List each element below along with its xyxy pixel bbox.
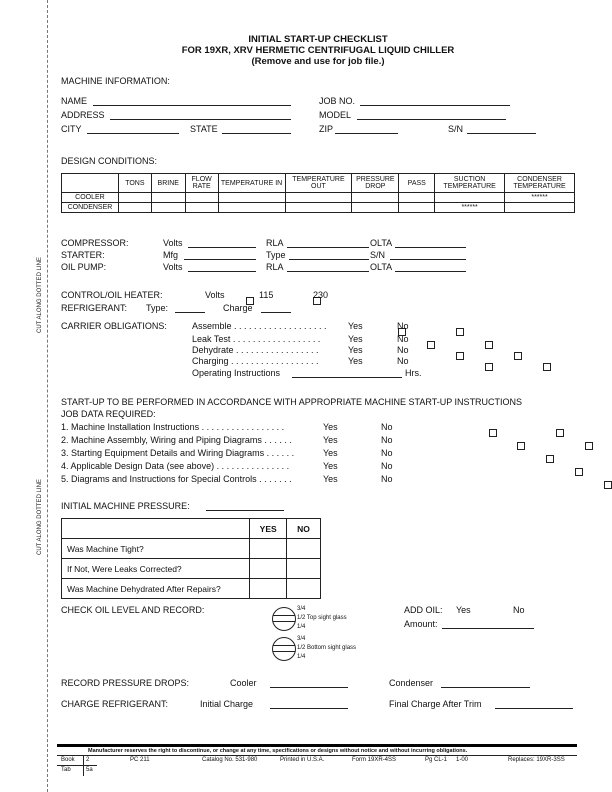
carrier-yes-label: Yes [348,356,363,366]
oil-pump-label: OIL PUMP: [61,262,107,272]
machine-info-heading: MACHINE INFORMATION: [61,76,170,86]
oil-pump-rla-field[interactable] [287,271,369,272]
compressor-rla-field[interactable] [287,247,369,248]
table-cell-masked: ****** [505,193,575,203]
catalog-number: Catalog No. 531-980 [202,757,258,763]
table-cell[interactable] [352,193,399,203]
table-cell[interactable] [185,203,218,213]
col-header: FLOW RATE [185,174,218,193]
table-cell-masked: ****** [435,203,505,213]
heater-volts-label: Volts [205,290,225,300]
answer-no-cell[interactable] [287,539,321,559]
carrier-item: Dehydrate . . . . . . . . . . . . . . . . . [192,345,319,355]
table-cell[interactable] [118,203,151,213]
starter-mfg-label: Mfg [163,250,179,260]
starter-type-label: Type [266,250,286,260]
table-cell[interactable] [185,193,218,203]
starter-label: STARTER: [61,250,105,260]
answer-no-cell[interactable] [287,559,321,579]
add-oil-label: ADD OIL: [404,605,443,615]
printed-in: Printed in U.S.A. [280,757,325,763]
state-field[interactable] [222,133,291,134]
form-number: Form 19XR-4SS [352,757,397,763]
carrier-item: Assemble . . . . . . . . . . . . . . . . . . . [192,321,327,331]
startup-yes-checkbox[interactable] [489,429,497,437]
tab-label: Tab [61,767,71,773]
table-cell[interactable] [352,203,399,213]
top-glass-14: 1/4 [297,624,306,630]
hrs-label: Hrs. [405,368,422,378]
city-field[interactable] [87,133,179,134]
no-column-header: NO [287,519,321,539]
startup-yes-checkbox[interactable] [575,468,583,476]
name-label: NAME [61,96,88,106]
carrier-no-label: No [397,334,409,344]
starter-sn-label: S/N [370,250,386,260]
refrigerant-charge-field[interactable] [261,312,291,313]
top-sight-glass-icon [272,607,296,631]
startup-no-checkbox[interactable] [585,442,593,450]
sn-field[interactable] [467,133,536,134]
answer-yes-cell[interactable] [250,559,287,579]
compressor-olta-label: OLTA [370,238,393,248]
address-label: ADDRESS [61,110,105,120]
col-header: CONDENSER TEMPERATURE [505,174,575,193]
startup-yes-checkbox[interactable] [604,481,612,489]
carrier-yes-checkbox[interactable] [485,363,493,371]
startup-yes-label: Yes [323,448,338,458]
footer-book-tab-divider [57,765,97,766]
initial-pressure-field[interactable] [206,510,284,511]
carrier-no-checkbox[interactable] [485,341,493,349]
carrier-item: Charging . . . . . . . . . . . . . . . . . . [192,356,319,366]
startup-yes-checkbox[interactable] [517,442,525,450]
city-label: CITY [61,124,82,134]
charge-refrigerant-label: CHARGE REFRIGERANT: [61,699,169,709]
footer-divider [57,755,577,756]
carrier-yes-label: Yes [348,321,363,331]
startup-yes-checkbox[interactable] [546,455,554,463]
carrier-no-checkbox[interactable] [456,328,464,336]
table-cell[interactable] [118,193,151,203]
model-field[interactable] [357,119,506,120]
state-label: STATE [190,124,218,134]
add-oil-no-label: No [513,605,525,615]
row-header: COOLER [62,193,119,203]
startup-yes-label: Yes [323,422,338,432]
compressor-olta-field[interactable] [395,247,466,248]
startup-yes-label: Yes [323,461,338,471]
question-cell: If Not, Were Leaks Corrected? [62,559,250,579]
startup-no-label: No [381,422,393,432]
refrigerant-charge-label: Charge [223,303,253,313]
bottom-sight-glass-icon [272,637,296,661]
title-line-3: (Remove and use for job file.) [251,56,385,67]
model-label: MODEL [319,110,352,120]
table-cell[interactable] [285,203,352,213]
yes-column-header: YES [250,519,287,539]
compressor-volts-label: Volts [163,238,183,248]
col-header: BRINE [151,174,185,193]
pressure-questions-table [61,518,321,599]
carrier-obligations-heading: CARRIER OBLIGATIONS: [61,321,167,331]
carrier-no-label: No [397,345,409,355]
startup-heading: START-UP TO BE PERFORMED IN ACCORDANCE WITH APPROPRIATE MACHINE START-UP INSTRUCTIONS [61,397,523,407]
replaces-form: Replaces: 19XR-3SS [508,757,565,763]
carrier-no-checkbox[interactable] [514,352,522,360]
pc-number: PC 211 [130,757,150,763]
amount-label: Amount: [404,619,438,629]
date-code: 1-00 [456,757,469,763]
check-oil-heading: CHECK OIL LEVEL AND RECORD: [61,605,205,615]
startup-yes-label: Yes [323,435,338,445]
table-cell[interactable] [218,203,285,213]
startup-no-checkbox[interactable] [556,429,564,437]
table-cell[interactable] [151,203,185,213]
cooler-drop-field[interactable] [270,687,348,688]
top-glass-12: 1/2 Top sight glass [297,615,347,621]
footer-book-tab-vline [83,756,84,776]
starter-mfg-field[interactable] [184,259,256,260]
corner-cell [62,174,119,193]
compressor-volts-field[interactable] [188,247,256,248]
question-cell: Was Machine Tight? [62,539,250,559]
name-field[interactable] [93,105,291,106]
bottom-glass-34: 3/4 [297,636,306,642]
table-cell[interactable] [435,193,505,203]
oil-pump-volts-field[interactable] [188,271,256,272]
initial-charge-label: Initial Charge [200,699,254,709]
design-conditions-heading: DESIGN CONDITIONS: [61,156,158,166]
table-cell[interactable] [399,193,435,203]
operating-instructions-field[interactable] [292,377,402,378]
blank-header-cell [62,519,250,539]
startup-item: 1. Machine Installation Instructions . . . . . . . . . . . . . . . . . [61,422,285,432]
startup-no-label: No [381,435,393,445]
control-oil-heater-label: CONTROL/OIL HEATER: [61,290,163,300]
initial-pressure-heading: INITIAL MACHINE PRESSURE: [61,501,190,511]
col-header: TONS [118,174,151,193]
job-data-required: JOB DATA REQUIRED: [61,409,156,419]
top-glass-34: 3/4 [297,606,306,612]
oil-pump-olta-label: OLTA [370,262,393,272]
startup-no-label: No [381,461,393,471]
question-cell: Was Machine Dehydrated After Repairs? [62,579,250,599]
carrier-yes-label: Yes [348,334,363,344]
startup-item: 4. Applicable Design Data (see above) . . . . . . . . . . . . . . . [61,461,290,471]
oil-pump-volts-label: Volts [163,262,183,272]
oil-pump-rla-label: RLA [266,262,284,272]
footer-notice: Manufacturer reserves the right to discontinue, or change at any time, specifications or designs without notice and without incurring obligations. [88,748,468,754]
table-cell[interactable] [505,203,575,213]
cut-label-upper: CUT ALONG DOTTED LINE [37,257,43,333]
cut-dotted-line [47,0,48,792]
oil-pump-olta-field[interactable] [395,271,466,272]
book-label: Book [61,757,75,763]
address-field[interactable] [110,119,291,120]
bottom-glass-12: 1/2 Bottom sight glass [297,645,357,651]
startup-yes-label: Yes [323,474,338,484]
job-no-field[interactable] [360,105,510,106]
add-oil-yes-label: Yes [456,605,471,615]
operating-instructions-label: Operating Instructions [192,368,281,378]
final-charge-field[interactable] [495,708,573,709]
carrier-no-label: No [397,356,409,366]
sn-label: S/N [448,124,464,134]
startup-item: 3. Starting Equipment Details and Wiring Diagrams . . . . . . [61,448,295,458]
heater-230-label: 230 [313,290,329,300]
answer-no-cell[interactable] [287,579,321,599]
carrier-yes-label: Yes [348,345,363,355]
bottom-glass-14: 1/4 [297,654,306,660]
design-conditions-table [61,173,575,213]
book-value: 2 [86,757,90,763]
carrier-no-checkbox[interactable] [543,363,551,371]
refrigerant-type-field[interactable] [175,312,205,313]
answer-yes-cell[interactable] [250,539,287,559]
col-header: PRESSURE DROP [352,174,399,193]
carrier-item: Leak Test . . . . . . . . . . . . . . . . . . [192,334,321,344]
title-line-1: INITIAL START-UP CHECKLIST [248,34,388,45]
final-charge-label: Final Charge After Trim [389,699,482,709]
refrigerant-type-label: Type: [146,303,169,313]
table-cell[interactable] [218,193,285,203]
startup-no-label: No [381,474,393,484]
title-line-2: FOR 19XR, XRV HERMETIC CENTRIFUGAL LIQUID CHILLER [181,45,455,56]
compressor-label: COMPRESSOR: [61,238,129,248]
pressure-drops-label: RECORD PRESSURE DROPS: [61,678,190,688]
row-header: CONDENSER [62,203,119,213]
starter-type-field[interactable] [289,259,369,260]
footer-rule [57,744,577,747]
zip-label: ZIP [319,124,334,134]
startup-item: 5. Diagrams and Instructions for Special Controls . . . . . . . [61,474,292,484]
answer-yes-cell[interactable] [250,579,287,599]
cooler-label: Cooler [230,678,257,688]
heater-115-label: 115 [259,290,274,300]
col-header: TEMPERATURE IN [218,174,285,193]
amount-field[interactable] [442,628,534,629]
table-cell[interactable] [399,203,435,213]
job-no-label: JOB NO. [319,96,356,106]
startup-item: 2. Machine Assembly, Wiring and Piping Diagrams . . . . . . [61,435,292,445]
carrier-no-label: No [397,321,409,331]
compressor-rla-label: RLA [266,238,284,248]
condenser-label: Condenser [389,678,434,688]
cut-label-lower: CUT ALONG DOTTED LINE [37,479,43,555]
initial-charge-field[interactable] [270,708,348,709]
condenser-drop-field[interactable] [441,687,530,688]
tab-value: 5a [86,767,93,773]
col-header: TEMPERATURE OUT [285,174,352,193]
table-cell[interactable] [285,193,352,203]
page-number: Pg CL-1 [425,757,448,763]
startup-no-label: No [381,448,393,458]
starter-sn-field[interactable] [390,259,466,260]
col-header: PASS [399,174,435,193]
zip-field[interactable] [335,133,398,134]
refrigerant-label: REFRIGERANT: [61,303,128,313]
col-header: SUCTION TEMPERATURE [435,174,505,193]
carrier-yes-checkbox[interactable] [427,341,435,349]
table-cell[interactable] [151,193,185,203]
carrier-yes-checkbox[interactable] [456,352,464,360]
